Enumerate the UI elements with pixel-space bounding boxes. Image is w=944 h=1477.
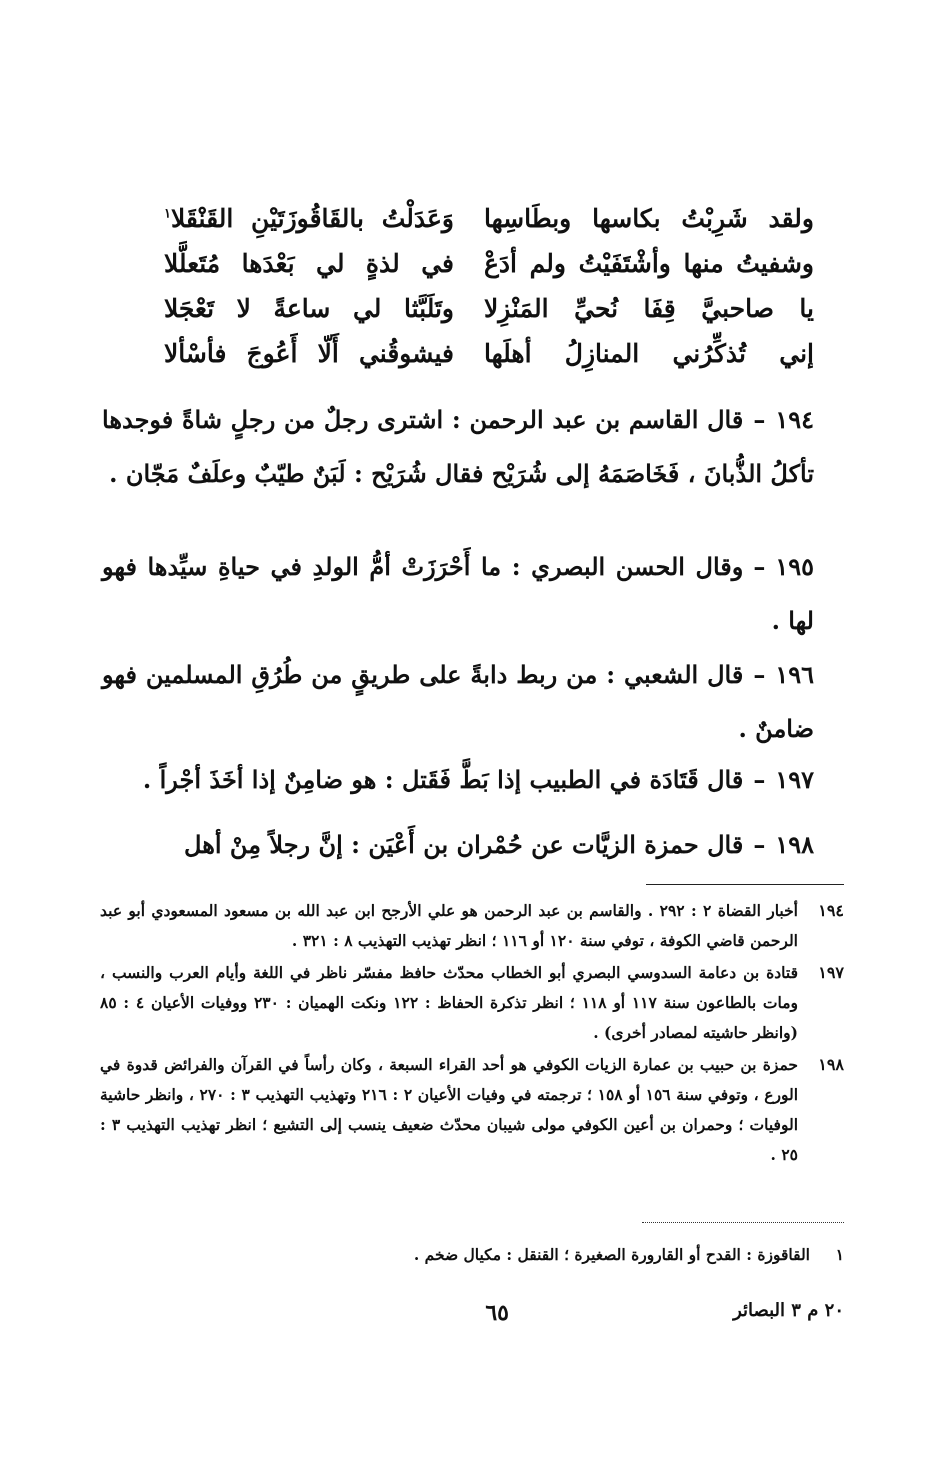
entry-text: قال القاسم بن عبد الرحمن : اشترى رجلٌ من رجلٍ شاةً فوجدها تأكلُ الذُّبانَ ، فَخَاصَمَهُ إلى شُرَيْح فقال شُرَيْح : لَبَنٌ طيّبٌ وعلَفٌ مَجّان . [102,405,814,488]
footnote [100,896,844,956]
footnote-text: حمزة بن حبيب بن عمارة الزيات الكوفي هو أحد القراء السبعة ، وكان رأساً في القرآن والفرائض قدوة في الورع ، وتوفي سنة ١٥٦ أو ١٥٨ ؛ ترجمته في وفيات الأعيان ٢ : ٢١٦ وتهذيب التهذيب ٣ : ٢٧٠ ، وانظر حاشية الوفيات ؛ وحمران بن أعين الكوفي مولى شيبان محدّث ضعيف ينسب إلى التشيع ؛ انظر تهذيب التهذيب ٣ : ٢٥ . [100,1055,799,1164]
gloss-text: القاقوزة : القدح أو القارورة الصغيرة ؛ القنقل : مكيال ضخم . [413,1245,810,1264]
entry-number: ١٩٦ [775,660,814,689]
footnote-marker: ١ [164,206,171,222]
entry-number: ١٩٥ [775,552,814,581]
entry-text: قال قَتَادَة في الطبيب إذا بَطَّ فَقَتل : هو ضامِنٌ إذا أخَذَ أجْراً . [142,765,744,794]
page-footer [100,1300,844,1340]
poem [164,196,814,376]
entry-text: قال الشعبي : من ربط دابةً على طريقٍ من طُرُقِ المسلمين فهو ضامنٌ . [102,660,814,743]
first-hemistich: وشفيتُ منها وأشْتَفَيْتُ ولم أدَعْ [484,249,814,278]
first-hemistich: يا صاحبيَّ قِفَا نُحيِّ المَنْزِلا [484,294,814,323]
entry-dash: – [753,660,766,689]
footnote-text: أخبار القضاة ٢ : ٢٩٢ . والقاسم بن عبد الرحمن هو علي الأرجح ابن عبد الله بن مسعود المسعودي أبو عبد الرحمن قاضي الكوفة ، توفي سنة ١٢٠ أو ١١٦ ؛ انظر تهذيب التهذيب ٨ : ٣٢١ . [100,901,798,950]
first-hemistich: ولقد شَرِبْتُ بكاسها وبطَاسِها [484,204,814,233]
first-hemistich: إني تُذكِّرُني المنازِلُ أهلَها [484,339,814,368]
entry-dash: – [753,830,766,859]
entry-dash: – [753,552,766,581]
footnote-text: قتادة بن دعامة السدوسي البصري أبو الخطاب محدّث حافظ مفسّر ناظر في اللغة وأيام العرب والنسب ، ومات بالطاعون سنة ١١٧ أو ١١٨ ؛ انظر تذكرة الحفاظ : ١٢٢ ونكت الهميان : ٢٣٠ ووفيات الأعيان ٤ : ٨٥ (وانظر حاشيته لمصادر أخرى) . [100,963,798,1042]
entry-number: ١٩٨ [775,830,814,859]
footnote [100,1050,844,1170]
verse-line [164,241,814,286]
entry-number: ١٩٤ [775,405,814,434]
entry-text: وقال الحسن البصري : ما أَحْرَزَتْ أمُّ الولدِ في حياةِ سيِّدها فهو لها . [102,552,814,635]
verse-line [164,286,814,331]
entry-dash: – [753,765,766,794]
gloss-separator [642,1222,844,1223]
second-hemistich: وتَلَبَّثا لي ساعةً لا تَعْجَلا [164,294,454,323]
entry-196 [102,648,814,756]
footnote-number: ١٩٤ [818,901,844,920]
footnote-number: ١٩٧ [818,963,844,982]
entry-number: ١٩٧ [775,765,814,794]
second-hemistich [164,196,454,241]
entry-195 [102,540,814,648]
second-hemistich: فيشوقُني أَلّا أَعُوجَ فأسْألا [164,339,454,368]
gloss-note [100,1240,844,1270]
printer-signature: ٢٠ م ٣ البصائر [733,1300,844,1321]
footnote [100,958,844,1048]
gloss-number: ١ [835,1245,844,1264]
entry-198 [102,818,814,872]
verse-line [164,196,814,241]
entry-197 [102,753,814,807]
page-number: ٦٥ [485,1300,509,1326]
entry-text: قال حمزة الزيَّات عن حُمْران بن أَعْيَن : إنَّ رجلاً مِنْ أهل [184,830,744,859]
verse-line [164,331,814,376]
footnotes [100,896,844,1172]
entry-194 [102,393,814,501]
footnote-rule [646,884,844,885]
second-hemistich: في لذةٍ لي بَعْدَها مُتَعلَّلا [164,249,454,278]
footnote-number: ١٩٨ [818,1055,844,1074]
hemistich-text: وَعَدَلْتُ بالقَاقُوزَتَيْنِ القَنْقَلا [170,204,454,233]
entry-dash: – [753,405,766,434]
